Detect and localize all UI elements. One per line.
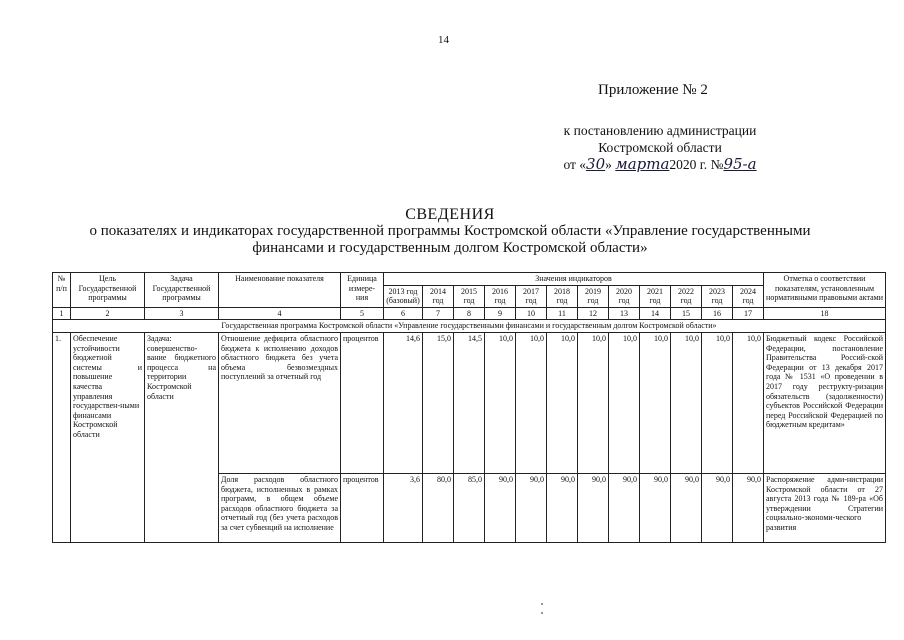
row-value: 10,0 [733, 332, 764, 473]
header-goal: Цель Государственной программы [71, 273, 145, 308]
header-values-group: Значения индикаторов [384, 273, 764, 286]
column-number: 4 [219, 307, 341, 320]
row-value: 10,0 [578, 332, 609, 473]
row-indicator-name: Доля расходов областного бюджета, исполненных в рамках программ, в общем объеме расходов областного бюджета за отчетный год (без учета расходов за счет субвенций на исполнение [219, 473, 341, 542]
approval-line-2: Костромской области [598, 140, 722, 155]
header-year: 2014 год [423, 285, 454, 307]
table-row [53, 332, 886, 473]
column-number: 13 [609, 307, 640, 320]
header-task: Задача Государственной программы [145, 273, 219, 308]
row-value: 10,0 [671, 332, 702, 473]
header-year: 2020 год [609, 285, 640, 307]
row-value: 14,6 [384, 332, 423, 473]
row-value: 90,0 [547, 473, 578, 542]
row-value: 10,0 [640, 332, 671, 473]
column-number: 11 [547, 307, 578, 320]
row-value: 90,0 [485, 473, 516, 542]
program-row [53, 320, 886, 333]
row-goal: Обеспечение устойчивости бюджетной системы и повышение качества управления государствен-ными финансами Костромской области [71, 332, 145, 542]
column-number: 9 [485, 307, 516, 320]
approval-date-line [520, 156, 800, 173]
indicators-table [52, 272, 886, 543]
handwritten-day: 30 [586, 155, 606, 173]
row-number: 1. [53, 332, 71, 542]
approval-block [520, 122, 800, 173]
column-number: 17 [733, 307, 764, 320]
date-year: 2020 г. [669, 157, 708, 172]
column-number: 7 [423, 307, 454, 320]
header-year: 2024 год [733, 285, 764, 307]
column-number: 12 [578, 307, 609, 320]
row-value: 90,0 [516, 473, 547, 542]
header-note: Отметка о соответствии показателям, установленным нормативными правовыми актами [764, 273, 886, 308]
row-value: 90,0 [578, 473, 609, 542]
header-year: 2022 год [671, 285, 702, 307]
header-year: 2019 год [578, 285, 609, 307]
row-value: 3,6 [384, 473, 423, 542]
program-title: Государственная программа Костромской области «Управление государственными финансами и государственным долгом Костромской области» [53, 320, 886, 333]
header-year: 2023 год [702, 285, 733, 307]
row-task: Задача: совершенство-вание бюджетного процесса на территории Костромской области [145, 332, 219, 542]
row-value: 15,0 [423, 332, 454, 473]
header-unit: Единица измере-ния [341, 273, 384, 308]
row-indicator-name: Отношение дефицита областного бюджета к исполнению доходов областного бюджета без учета объема безвозмездных поступлений за отчетный год [219, 332, 341, 473]
column-number: 3 [145, 307, 219, 320]
column-number: 8 [454, 307, 485, 320]
row-value: 90,0 [671, 473, 702, 542]
title-line-1: о показателях и индикаторах государственной программы Костромской области «Управление государственными [89, 223, 811, 239]
header-num: № п/п [53, 273, 71, 308]
column-number: 10 [516, 307, 547, 320]
scan-speck [541, 603, 543, 605]
row-value: 10,0 [547, 332, 578, 473]
appendix-title: Приложение № 2 [598, 82, 708, 98]
date-mid: » [605, 157, 612, 172]
header-year: 2016 год [485, 285, 516, 307]
header-year: 2021 год [640, 285, 671, 307]
scan-speck [541, 612, 543, 614]
column-number: 1 [53, 307, 71, 320]
column-number: 5 [341, 307, 384, 320]
row-value: 90,0 [640, 473, 671, 542]
row-unit: процентов [341, 473, 384, 542]
row-value: 90,0 [702, 473, 733, 542]
row-value: 10,0 [609, 332, 640, 473]
handwritten-number: 95-а [723, 155, 757, 173]
row-value: 14,5 [454, 332, 485, 473]
row-value: 85,0 [454, 473, 485, 542]
column-number: 2 [71, 307, 145, 320]
header-year: 2015 год [454, 285, 485, 307]
title-heading: СВЕДЕНИЯ [405, 206, 495, 223]
column-number: 15 [671, 307, 702, 320]
header-year: 2013 год (базовый) [384, 285, 423, 307]
row-unit: процентов [341, 332, 384, 473]
column-number: 18 [764, 307, 886, 320]
row-value: 90,0 [733, 473, 764, 542]
page-number: 14 [438, 34, 449, 46]
title-line-2: финансами и государственным долгом Костромской области» [252, 240, 648, 256]
row-note: Распоряжение адми-нистрации Костромской области от 27 августа 2013 года № 189-ра «Об утверждении Стратегии социально-экономи-ческого развития [764, 473, 886, 542]
header-year: 2017 год [516, 285, 547, 307]
date-prefix: от « [563, 157, 587, 172]
row-value: 10,0 [702, 332, 733, 473]
header-indicator-name: Наименование показателя [219, 273, 341, 308]
column-number: 16 [702, 307, 733, 320]
row-note: Бюджетный кодекс Российской Федерации, постановление Правительства Россий-ской Федерации от 13 декабря 2017 года № 1531 «О проведении в 2017 году реструкту-ризации обязательств (задолженности) субъектов Российской Федерации перед Российской Федерацией по бюджетным кредитам» [764, 332, 886, 473]
row-value: 10,0 [516, 332, 547, 473]
column-number-row [53, 307, 886, 320]
column-number: 14 [640, 307, 671, 320]
row-value: 80,0 [423, 473, 454, 542]
document-title [60, 206, 840, 257]
handwritten-month: марта [615, 155, 670, 173]
number-prefix: № [710, 157, 724, 172]
header-row-1 [53, 273, 886, 286]
header-year: 2018 год [547, 285, 578, 307]
row-value: 10,0 [485, 332, 516, 473]
row-value: 90,0 [609, 473, 640, 542]
approval-line-1: к постановлению администрации [563, 123, 757, 138]
column-number: 6 [384, 307, 423, 320]
